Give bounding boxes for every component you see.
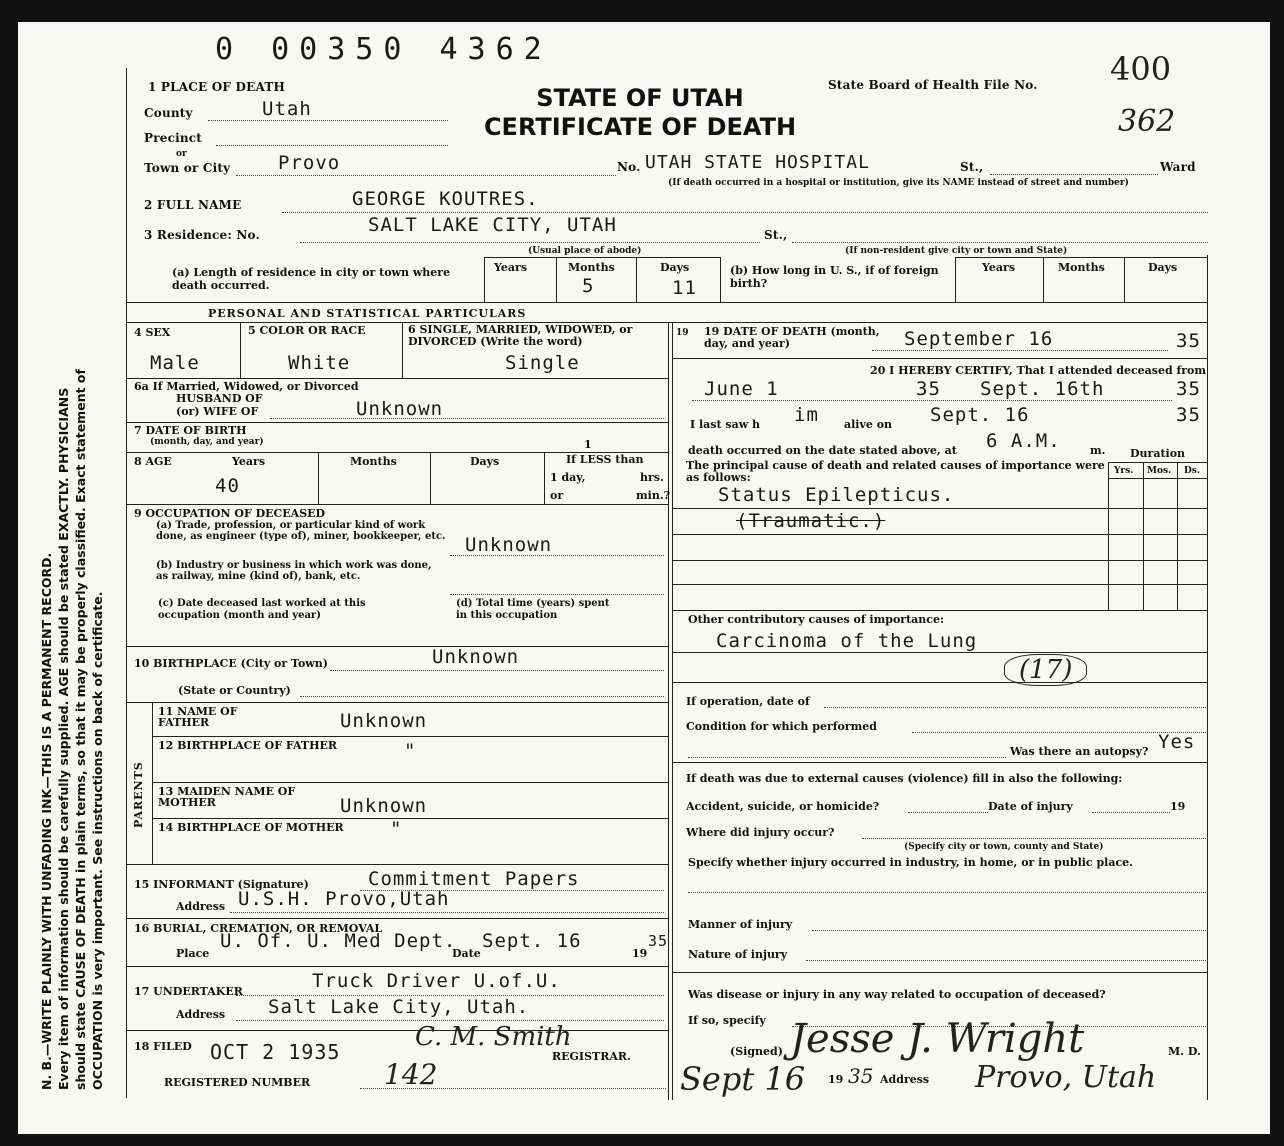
fill-line	[824, 707, 1208, 708]
injury-date-label: Date of injury	[988, 800, 1073, 813]
undertaker-address-label: Address	[176, 1008, 226, 1021]
cause-value: Status Epilepticus.	[718, 484, 955, 506]
specify-label: Specify whether injury occurred in industry, in home, or in public place.	[688, 856, 1133, 869]
st-label: St.,	[960, 160, 984, 174]
age-months-label: Months	[350, 455, 397, 468]
or-label: or	[176, 149, 187, 159]
precinct-label: Precinct	[144, 131, 203, 145]
md-label: M. D.	[1168, 1045, 1201, 1058]
side-note	[38, 369, 106, 1090]
file-number: 400	[1110, 50, 1172, 88]
duration-label: Duration	[1130, 447, 1186, 460]
fill-line	[236, 175, 616, 176]
rule	[673, 652, 1207, 653]
cell-divider	[1108, 462, 1109, 610]
length-residence-label: (a) Length of residence in city or town where death occurred.	[172, 266, 451, 292]
fill-line	[450, 594, 664, 595]
sex-value: Male	[150, 352, 200, 374]
dob-label: 7 DATE OF BIRTH	[134, 424, 247, 437]
fill-line	[360, 1088, 666, 1089]
frame-right	[1207, 255, 1208, 1100]
spouse-label-2: HUSBAND OF	[176, 392, 263, 405]
fill-line	[300, 696, 664, 697]
personal-header: PERSONAL AND STATISTICAL PARTICULARS	[208, 307, 527, 320]
days-label: Days	[660, 261, 690, 274]
informant-label: 15 INFORMANT (Signature)	[134, 878, 309, 891]
m-label: m.	[1090, 444, 1106, 457]
rule	[153, 782, 669, 783]
occurred-label: death occurred on the date stated above, at	[688, 444, 957, 457]
attended-from: June 1	[704, 378, 779, 400]
file-number-label: State Board of Health File No.	[828, 78, 1038, 92]
other-causes-code: (17)	[1004, 654, 1087, 686]
dod-value: September 16	[904, 328, 1054, 350]
manner-label: Manner of injury	[688, 918, 793, 931]
duration-years: Yrs.	[1114, 466, 1134, 476]
rule	[153, 818, 669, 819]
dob-sublabel: (month, day, and year)	[150, 437, 264, 447]
burial-date-label: Date	[452, 947, 481, 960]
no-label: No.	[617, 160, 641, 174]
side-note-line: should state CAUSE OF DEATH in plain terms, so that it may be properly classified. Exact statement of	[73, 369, 88, 1090]
rule	[1108, 478, 1207, 479]
rule	[673, 560, 1207, 561]
fill-line	[688, 757, 1006, 758]
rule	[127, 646, 669, 647]
burial-label: 16 BURIAL, CREMATION, OR REMOVAL	[134, 922, 383, 935]
operation-label: If operation, date of	[686, 695, 810, 708]
rule	[127, 302, 1207, 303]
file-number-2: 362	[1118, 104, 1176, 139]
fill-line	[450, 555, 664, 556]
rule	[673, 682, 1207, 683]
father-label: 11 NAME OF FATHER	[158, 705, 238, 729]
filed-stamp: OCT 2 1935	[210, 1040, 341, 1064]
signature-year: 35	[848, 1064, 874, 1088]
side-note-line: Every item of information should be carefully supplied. AGE should be stated EXACTLY. PHYSICIANS	[56, 387, 71, 1090]
county-value: Utah	[262, 98, 312, 120]
institution-note: (If death occurred in a hospital or institution, give its NAME instead of street and number)	[668, 178, 1129, 188]
signed-label: (Signed)	[730, 1045, 783, 1058]
burial-nineteen: 19	[632, 947, 648, 960]
father-birthplace-value: "	[404, 740, 417, 762]
cell-divider	[1124, 257, 1125, 302]
dob-mark: 1	[584, 438, 592, 451]
occupation-value: Unknown	[465, 534, 553, 556]
age-label: 8 AGE	[134, 455, 172, 468]
physician-signature: Jesse J. Wright	[790, 1016, 1085, 1062]
cause-value-2: (Traumatic.)	[736, 510, 886, 532]
abode-note: (Usual place of abode)	[528, 246, 642, 256]
dod-number: 19	[676, 328, 689, 338]
frame-middle	[672, 322, 673, 1100]
signature-date: Sept 16	[680, 1060, 806, 1098]
rule	[127, 504, 669, 505]
mother-value: Unknown	[340, 795, 428, 817]
cell-divider	[318, 452, 319, 504]
physician-address: Provo, Utah	[975, 1060, 1157, 1095]
cell-divider	[402, 322, 403, 378]
town-value: Provo	[278, 152, 341, 174]
ward-label: Ward	[1160, 160, 1196, 174]
fill-line	[872, 350, 1168, 351]
years-label: Years	[494, 261, 528, 274]
rule	[955, 257, 1207, 258]
serial-number: 0 00350 4362	[215, 32, 552, 67]
marital-value: Single	[505, 352, 580, 374]
registered-number-label: REGISTERED NUMBER	[164, 1076, 311, 1089]
other-causes-label: Other contributory causes of importance:	[688, 613, 945, 626]
alive-label: alive on	[844, 418, 893, 431]
cell-divider	[720, 257, 721, 302]
autopsy-value: Yes	[1158, 731, 1196, 753]
injury-nineteen: 19	[1170, 800, 1186, 813]
fill-line	[230, 912, 664, 913]
dod-label: 19 DATE OF DEATH (month, day, and year)	[704, 325, 880, 350]
undertaker-value: Truck Driver U.of.U.	[312, 970, 561, 992]
other-causes-value: Carcinoma of the Lung	[716, 630, 978, 652]
rule	[127, 422, 669, 423]
fill-line	[236, 1020, 664, 1021]
residence-months: 5	[582, 275, 595, 297]
us-days-label: Days	[1148, 261, 1178, 274]
state-country-label: (State or Country)	[178, 684, 291, 697]
certify-label: 20 I HEREBY CERTIFY, That I attended deceased from	[870, 364, 1206, 377]
occupation-b-label: (b) Industry or business in which work was done, as railway, mine (kind of), bank, etc.	[156, 560, 432, 582]
fill-line	[908, 812, 988, 813]
cell-divider	[1043, 257, 1044, 302]
cell-divider	[1143, 462, 1144, 610]
fill-line	[812, 930, 1208, 931]
last-saw-label: I last saw h	[690, 418, 761, 431]
informant-address: U.S.H. Provo,Utah	[238, 888, 450, 910]
attended-from-year: 35	[916, 378, 941, 400]
mother-birthplace-value: "	[390, 818, 403, 840]
where-injury-label: Where did injury occur?	[686, 826, 835, 839]
registrar-signature: C. M. Smith	[415, 1022, 572, 1052]
rule	[1108, 462, 1207, 463]
cell-divider	[636, 257, 637, 302]
rule	[153, 736, 669, 737]
parents-label: PARENTS	[132, 761, 145, 828]
burial-year: 35	[648, 932, 669, 950]
undertaker-address: Salt Lake City, Utah.	[268, 996, 530, 1018]
occupation-d-label: (d) Total time (years) spent in this occupation	[456, 598, 610, 621]
rule	[127, 322, 1207, 323]
filed-label: 18 FILED	[134, 1040, 192, 1053]
institution-value: UTAH STATE HOSPITAL	[645, 152, 870, 173]
state-title: STATE OF UTAH	[536, 84, 744, 112]
rule	[673, 358, 1207, 359]
town-label: Town or City	[144, 161, 231, 175]
burial-place-label: Place	[176, 947, 210, 960]
spouse-label-3: (or) WIFE OF	[176, 405, 259, 418]
fill-line	[216, 145, 448, 146]
rule	[127, 378, 669, 379]
rule	[127, 1030, 669, 1031]
attended-to-year: 35	[1176, 378, 1201, 400]
if-so-label: If so, specify	[688, 1014, 766, 1027]
fill-line	[300, 242, 760, 243]
or-label: or	[550, 489, 564, 502]
color-label: 5 COLOR OR RACE	[248, 324, 366, 337]
fill-line	[1092, 812, 1170, 813]
nonresident-note: (If non-resident give city or town and State)	[845, 246, 1068, 256]
fill-line	[806, 960, 1208, 961]
rule	[673, 534, 1207, 535]
fill-line	[692, 400, 1172, 401]
fill-line	[862, 838, 1208, 839]
rule	[673, 762, 1207, 763]
cell-divider	[556, 257, 557, 302]
fill-line	[270, 418, 664, 419]
hrs-label: hrs.	[640, 471, 664, 484]
side-note-line: N. B.—WRITE PLAINLY WITH UNFADING INK—THIS IS A PERMANENT RECORD.	[39, 552, 54, 1090]
us-months-label: Months	[1058, 261, 1105, 274]
rule	[127, 702, 669, 703]
sex-label: 4 SEX	[134, 326, 171, 339]
min-label: min.?	[636, 489, 671, 502]
spouse-value: Unknown	[356, 398, 444, 420]
where-note: (Specify city or town, county and State)	[904, 842, 1104, 852]
birthplace-label: 10 BIRTHPLACE (City or Town)	[134, 657, 328, 670]
father-value: Unknown	[340, 710, 428, 732]
fill-line	[208, 120, 448, 121]
occupation-related-label: Was disease or injury in any way related to occupation of deceased?	[688, 988, 1106, 1001]
birthplace-value: Unknown	[432, 646, 520, 668]
condition-label: Condition for which performed	[686, 720, 877, 733]
spouse-label-1: 6a If Married, Widowed, or Divorced	[134, 380, 359, 393]
cell-divider	[544, 452, 545, 504]
cell-divider	[430, 452, 431, 504]
cell-divider	[1177, 462, 1178, 610]
rule	[484, 257, 720, 258]
occupation-c-label: (c) Date deceased last worked at this occupation (month and year)	[158, 598, 366, 621]
duration-days: Ds.	[1184, 466, 1201, 476]
full-name-label: 2 FULL NAME	[144, 198, 242, 212]
one-day-label: 1 day,	[550, 471, 586, 484]
fill-line	[330, 670, 664, 671]
marital-label: 6 SINGLE, MARRIED, WIDOWED, or DIVORCED (Write the word)	[408, 323, 633, 348]
mother-birthplace-label: 14 BIRTHPLACE OF MOTHER	[158, 821, 344, 834]
informant-address-label: Address	[176, 900, 226, 913]
less-than-label: If LESS than	[566, 453, 644, 466]
cell-divider	[955, 257, 956, 302]
burial-place: U. Of. U. Med Dept.	[220, 930, 457, 952]
rule	[673, 584, 1207, 585]
rule	[673, 972, 1207, 973]
residence-label: 3 Residence: No.	[144, 228, 260, 242]
signature-nineteen: 19	[828, 1073, 844, 1086]
place-of-death-label: 1 PLACE OF DEATH	[148, 80, 285, 94]
informant-value: Commitment Papers	[368, 868, 580, 890]
frame-middle	[668, 322, 669, 1100]
age-years-label: Years	[232, 455, 266, 468]
full-name-value: GEORGE KOUTRES.	[352, 188, 539, 210]
fill-line	[990, 174, 1158, 175]
occupation-label: 9 OCCUPATION OF DECEASED	[134, 507, 326, 520]
rule	[127, 864, 669, 865]
dod-year: 35	[1176, 330, 1201, 352]
death-time: 6 A.M.	[986, 430, 1061, 452]
occupation-a-label: (a) Trade, profession, or particular kind of work done, as engineer (type of), miner, bookkeeper, etc.	[156, 520, 446, 542]
attended-to: Sept. 16th	[980, 378, 1105, 400]
registered-number: 142	[384, 1058, 438, 1091]
residence-st-label: St.,	[764, 228, 788, 242]
external-causes-label: If death was due to external causes (violence) fill in also the following:	[686, 772, 1123, 785]
cause-label: The principal cause of death and related causes of importance were as follows:	[686, 459, 1105, 484]
fill-line	[688, 892, 1208, 893]
us-years-label: Years	[982, 261, 1016, 274]
rule	[673, 508, 1207, 509]
nature-label: Nature of injury	[688, 948, 788, 961]
residence-days: 11	[672, 277, 697, 299]
cell-divider	[240, 322, 241, 378]
side-note-line: OCCUPATION is very important. See instructions on back of certificate.	[90, 591, 105, 1090]
cell-divider	[152, 702, 153, 864]
autopsy-label: Was there an autopsy?	[1010, 745, 1149, 758]
burial-date: Sept. 16	[482, 930, 582, 952]
duration-months: Mos.	[1147, 466, 1172, 476]
rule	[127, 918, 669, 919]
age-days-label: Days	[470, 455, 500, 468]
age-value: 40	[215, 475, 240, 497]
physician-address-label: Address	[880, 1073, 930, 1086]
rule	[673, 610, 1207, 611]
us-residence-label: (b) How long in U. S., if of foreign birth?	[730, 264, 939, 290]
fill-line	[282, 212, 1208, 213]
fill-line	[792, 242, 1208, 243]
accident-label: Accident, suicide, or homicide?	[686, 800, 880, 813]
months-label: Months	[568, 261, 615, 274]
frame-left	[126, 68, 127, 1098]
undertaker-label: 17 UNDERTAKER	[134, 985, 243, 998]
alive-date: Sept. 16	[930, 404, 1030, 426]
cell-divider	[484, 257, 485, 302]
father-birthplace-label: 12 BIRTHPLACE OF FATHER	[158, 739, 338, 752]
last-saw-value: im	[794, 404, 819, 426]
certificate-title: CERTIFICATE OF DEATH	[483, 113, 797, 141]
alive-year: 35	[1176, 404, 1201, 426]
rule	[127, 966, 669, 967]
mother-label: 13 MAIDEN NAME OF MOTHER	[158, 785, 296, 809]
registrar-label: REGISTRAR.	[552, 1050, 631, 1063]
residence-value: SALT LAKE CITY, UTAH	[368, 214, 617, 236]
county-label: County	[144, 106, 193, 120]
color-value: White	[288, 352, 351, 374]
